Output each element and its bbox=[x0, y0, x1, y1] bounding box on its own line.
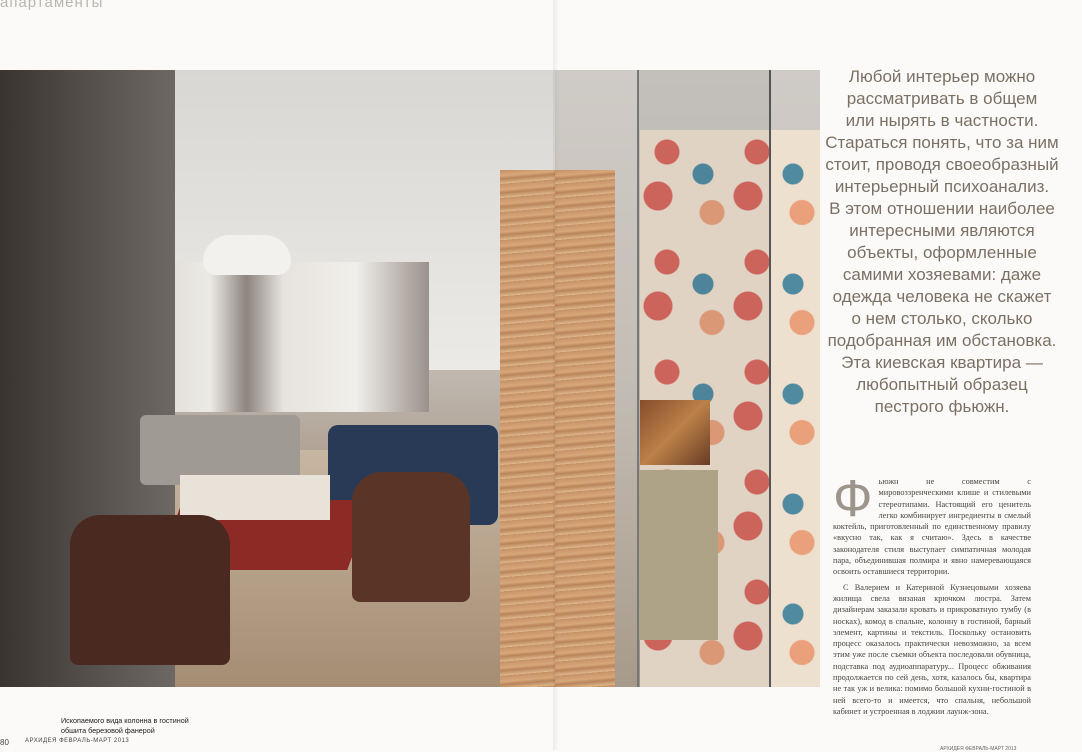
lead-line: любопытный образец bbox=[856, 375, 1028, 394]
page-number: 80 bbox=[0, 738, 9, 747]
plywood-column bbox=[500, 170, 555, 687]
lead-line: подобранная им обстановка. bbox=[827, 331, 1057, 350]
living-room-photo bbox=[0, 70, 555, 687]
lead-line: В этом отношении наиболее bbox=[829, 199, 1055, 218]
drop-cap: Ф bbox=[833, 470, 873, 528]
lead-line: Стараться понять, что за ним bbox=[825, 133, 1059, 152]
leather-armchair-left bbox=[70, 515, 230, 665]
page-gutter bbox=[553, 0, 559, 750]
lead-line: о нем столько, сколько bbox=[851, 309, 1033, 328]
section-label: апартаменты bbox=[0, 0, 104, 11]
caption-line: обшита березовой фанерой bbox=[61, 726, 155, 735]
lead-line: Эта киевская квартира — bbox=[841, 353, 1043, 372]
lead-text bbox=[822, 66, 1062, 418]
lead-line: или нырять в частности. bbox=[845, 111, 1039, 130]
crochet-chandelier bbox=[203, 235, 291, 275]
lead-line: стоит, проводя своеобразный bbox=[825, 155, 1059, 174]
lead-line: пестрого фьюжн. bbox=[874, 397, 1010, 416]
white-coffee-table bbox=[180, 475, 330, 520]
lead-line: самими хозяевами: даже bbox=[842, 265, 1042, 284]
plywood-column-continuation bbox=[555, 170, 615, 687]
lead-line: объекты, оформленные bbox=[847, 243, 1037, 262]
lead-line: одежда человека не скажет bbox=[832, 287, 1052, 306]
leather-armchair-right bbox=[352, 472, 470, 602]
body-paragraph: ьюжн не совместим с мировоззренческими клише и стилевыми стереотипами. Настоящий его ценитель легко комбинирует ингредиенты в смелый коктейль, приготовленный по единственному правилу «вкусно так, как я считаю». Здесь в качестве законодателя стиля выступает симпатичная молодая пара, объединившая полмира и явно намеревающаяся освоить оставшиеся территории. bbox=[833, 477, 1031, 577]
glass-sliding-door bbox=[637, 70, 771, 687]
lead-line: рассматривать в общем bbox=[846, 89, 1038, 108]
lead-line: интерьерный психоанализ. bbox=[834, 177, 1050, 196]
article-body bbox=[833, 470, 1031, 721]
body-paragraph: С Валерием и Катериной Кузнецовыми хозяева жилища свела вязаная крючком люстра. Затем дизайнерам заказали кровать и прикроватную тумбу (в носках), комод в спальне, колонну в гостиной, барный элемент, картины и текстиль. Поскольку остановить процесс оказалось практически невозможно, за всем этим уже после съемки объекта последовали обувница, подставка под аудиоаппаратуру... Процесс обживания продолжается по сей день, хотя, казалось бы, квартира не так уж и велика: помимо большой кухни-гостиной в ней всего-то и имеется, что спальня, небольшой кабинет и устроенная в лоджии лаунж-зона. bbox=[833, 582, 1031, 716]
photo-caption bbox=[61, 716, 221, 736]
magazine-footer-right: АРХИДЕЯ ФЕВРАЛЬ-МАРТ 2013 bbox=[940, 746, 1017, 752]
lead-line: Любой интерьер можно bbox=[848, 67, 1036, 86]
hallway-photo bbox=[555, 70, 820, 687]
magazine-footer-left: АРХИДЕЯ ФЕВРАЛЬ-МАРТ 2013 bbox=[25, 738, 130, 744]
caption-line: Ископаемого вида колонна в гостиной bbox=[61, 716, 189, 725]
lead-line: интересными являются bbox=[849, 221, 1035, 240]
